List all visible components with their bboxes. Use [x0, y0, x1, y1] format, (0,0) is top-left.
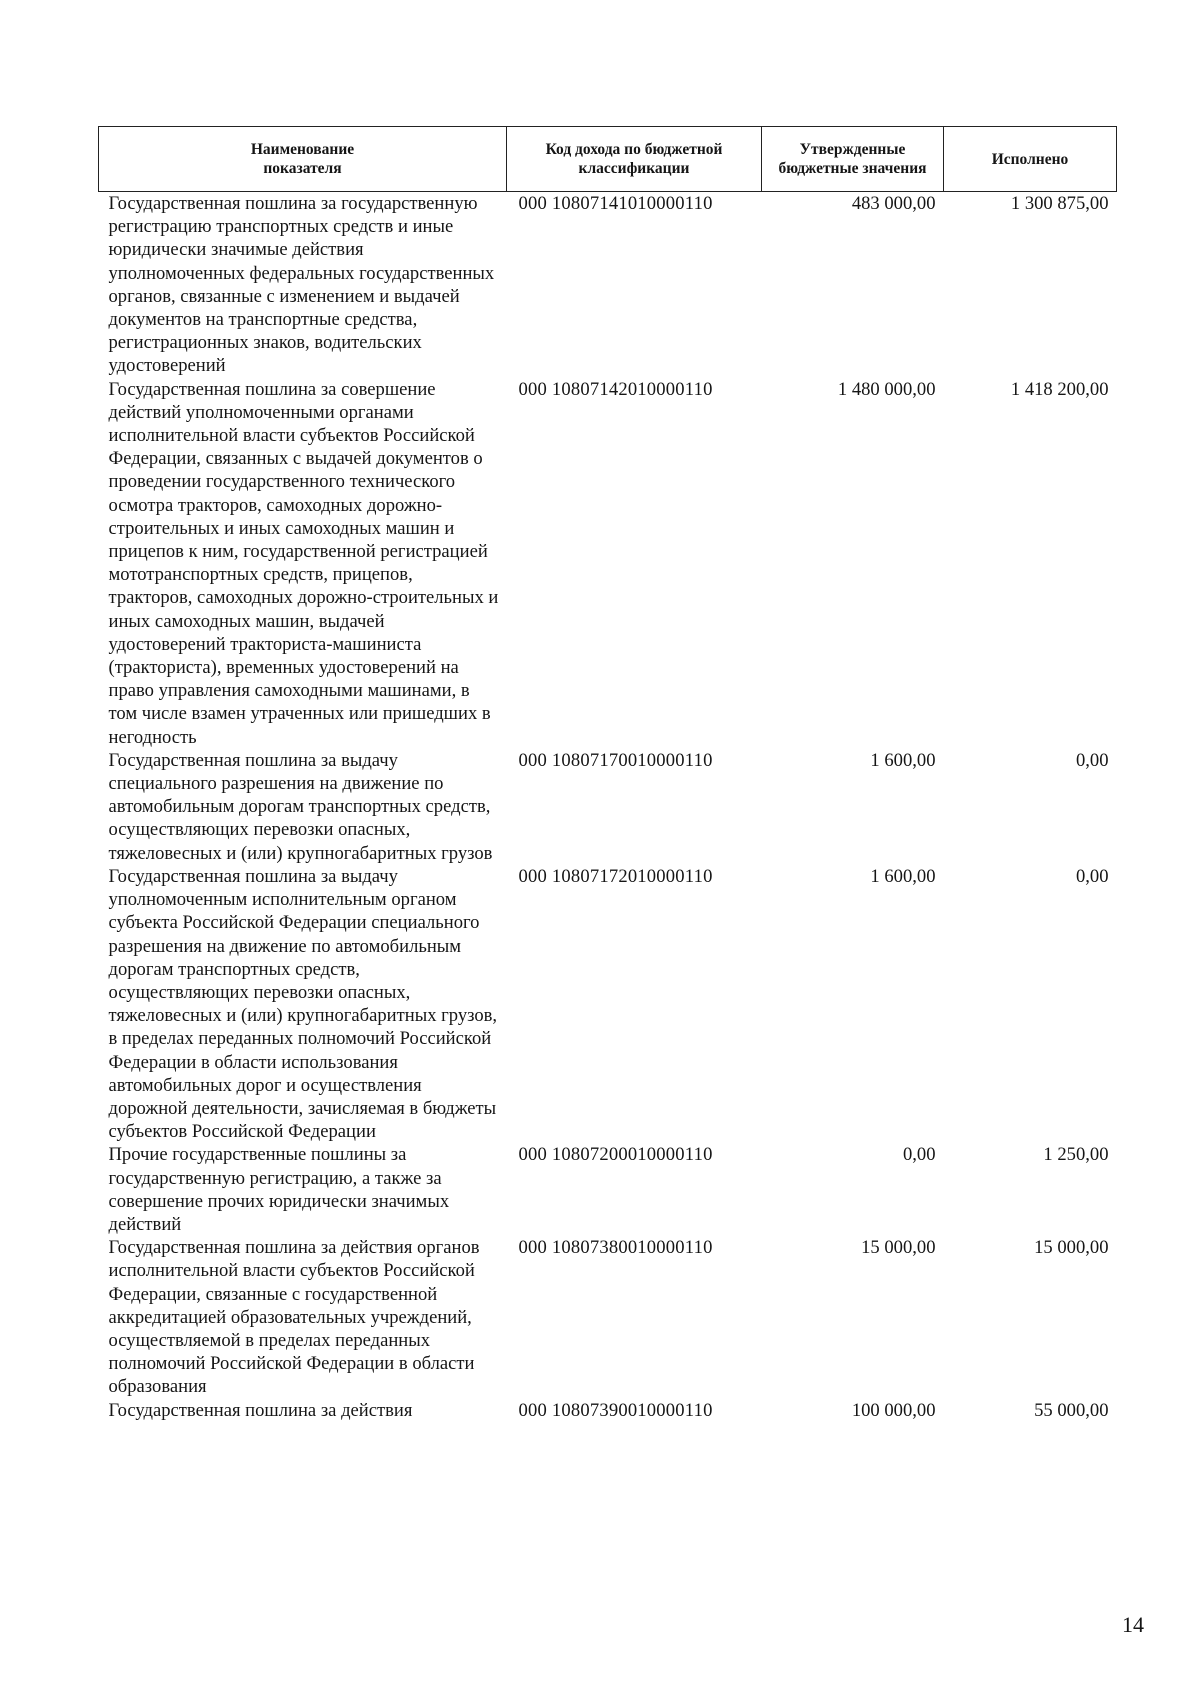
row-code: 000 10807142010000110: [518, 378, 713, 400]
row-approved: 1 480 000,00: [837, 378, 936, 400]
table-row: [99, 1143, 1117, 1236]
table-row: [99, 1236, 1117, 1398]
row-executed: 1 250,00: [1043, 1144, 1109, 1166]
row-name: Государственная пошлина за совершение действий уполномоченными органами исполнительной власти субъектов Российской Федерации, связанных с выдачей документов о проведении государственного технического осмотра тракторов, самоходных дорожно-строительных и иных самоходных машин и прицепов к ним, государственной регистрацией мототранспортных средств, прицепов, тракторов, самоходных дорожно-строительных и иных самоходных машин, выдачей удостоверений тракториста-машиниста (тракториста), временных удостоверений на право управления самоходными машинами, в том числе взамен утраченных или пришедших в негодность: [108, 378, 499, 748]
row-code: 000 10807390010000110: [518, 1399, 713, 1421]
row-executed: 0,00: [1075, 749, 1109, 771]
row-executed: 1 300 875,00: [1010, 193, 1109, 214]
row-approved: 1 600,00: [870, 749, 936, 771]
row-approved: 100 000,00: [851, 1399, 936, 1421]
row-approved: 0,00: [902, 1144, 936, 1166]
row-name: Государственная пошлина за государственную регистрацию транспортных средств и иные юридически значимые действия уполномоченных федеральных государственных органов, связанные с изменением и выдачей документов на транспортные средства, регистрационных знаков, водительских удостоверений: [108, 193, 495, 377]
table-row: [99, 865, 1117, 1143]
table-row: [99, 749, 1117, 865]
table-header: [99, 127, 1117, 192]
header-executed: Исполнено: [944, 127, 1117, 192]
row-name: Государственная пошлина за действия: [108, 1399, 413, 1421]
header-name: Наименование показателя: [99, 127, 507, 192]
table-row: [99, 192, 1117, 378]
page-number: 14: [1122, 1612, 1144, 1637]
row-name: Государственная пошлина за действия органов исполнительной власти субъектов Российской Федерации, связанные с государственной аккредитацией образовательных учреждений, осуществляемой в пределах переданных полномочий Российской Федерации в области образования: [108, 1237, 480, 1398]
revenue-table: [98, 126, 1117, 1422]
row-code: 000 10807200010000110: [518, 1144, 713, 1166]
row-name: Прочие государственные пошлины за государственную регистрацию, а также за совершение прочих юридически значимых действий: [108, 1144, 450, 1235]
row-executed: 15 000,00: [1034, 1237, 1109, 1259]
row-executed: 0,00: [1075, 865, 1109, 887]
row-name: Государственная пошлина за выдачу уполномоченным исполнительным органом субъекта Российской Федерации специального разрешения на движение по автомобильным дорогам транспортных средств, осуществляющих перевозки опасных, тяжеловесных и (или) крупногабаритных грузов, в пределах переданных полномочий Российской Федерации в области использования автомобильных дорог и осуществления дорожной деятельности, зачисляемая в бюджеты субъектов Российской Федерации: [108, 865, 498, 1143]
row-code: 000 10807380010000110: [518, 1237, 713, 1259]
row-code: 000 10807170010000110: [518, 749, 713, 771]
row-code: 000 10807141010000110: [518, 193, 713, 214]
row-executed: 55 000,00: [1034, 1399, 1109, 1421]
row-approved: 483 000,00: [851, 193, 936, 214]
row-executed: 1 418 200,00: [1010, 378, 1109, 400]
row-approved: 15 000,00: [861, 1237, 936, 1259]
header-code: Код дохода по бюджетной классификации: [507, 127, 762, 192]
row-name: Государственная пошлина за выдачу специального разрешения на движение по автомобильным дорогам транспортных средств, осуществляющих перевозки опасных, тяжеловесных и (или) крупногабаритных грузов: [108, 749, 493, 864]
row-approved: 1 600,00: [870, 865, 936, 887]
table-row: [99, 1399, 1117, 1422]
header-approved: Утвержденные бюджетные значения: [762, 127, 944, 192]
row-code: 000 10807172010000110: [518, 865, 713, 887]
table-row: [99, 378, 1117, 749]
